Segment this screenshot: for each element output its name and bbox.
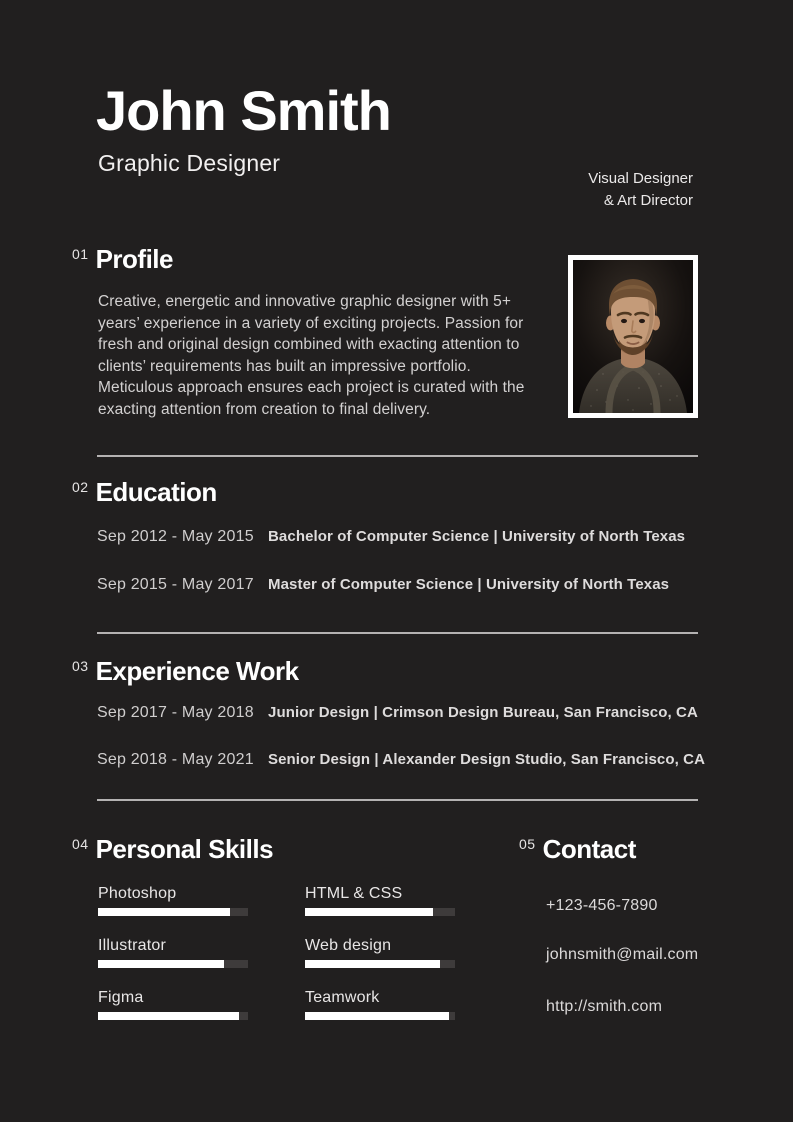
skill-bar-fill [305,960,440,968]
experience-section-title: Experience Work [95,656,299,686]
skill-item [98,937,248,968]
education-section-title: Education [95,477,217,507]
section-divider [97,455,698,457]
skills-section-header [72,835,273,863]
skill-item [305,885,455,916]
experience-role: Senior Design | Alexander Design Studio, San Francisco, CA [268,751,706,768]
skill-item [98,989,248,1020]
profile-section-header [72,245,173,273]
skill-bar [305,1012,455,1020]
skill-bar [305,960,455,968]
section-divider [97,799,698,801]
skill-item [98,885,248,916]
education-section-header [72,478,217,506]
skill-bar-fill [98,908,230,916]
skill-bar [98,1012,248,1020]
education-degree: Master of Computer Science | University of North Texas [268,576,670,593]
education-row [97,528,685,546]
skill-name: Illustrator [98,937,166,954]
contact-section-number: 05 [519,836,536,852]
skill-item [305,989,455,1020]
contact-section-header [519,835,636,863]
education-section-number: 02 [72,479,89,495]
skill-name: Teamwork [305,989,380,1006]
skill-name: Figma [98,989,144,1006]
tagline [588,168,693,212]
contact-section-title: Contact [542,834,636,864]
experience-row [97,751,705,769]
education-row [97,576,669,594]
education-degree: Bachelor of Computer Science | University of North Texas [268,528,686,545]
profile-section-number: 01 [72,246,89,262]
skill-bar [98,960,248,968]
experience-dates: Sep 2018 - May 2021 [97,751,254,768]
contact-website: http://smith.com [546,998,663,1015]
section-divider [97,632,698,634]
profile-section-title: Profile [95,244,173,274]
skill-item [305,937,455,968]
tagline-line1: Visual Designer [588,170,693,187]
portrait-photo-image [573,260,693,413]
skill-bar [305,908,455,916]
skill-bar-fill [305,1012,449,1020]
portrait-photo [568,255,698,418]
experience-dates: Sep 2017 - May 2018 [97,704,254,721]
skill-bar-fill [305,908,433,916]
contact-email: johnsmith@mail.com [546,946,699,963]
contact-phone: +123-456-7890 [546,897,658,914]
skill-name: Photoshop [98,885,177,902]
skills-section-title: Personal Skills [95,834,274,864]
experience-role: Junior Design | Crimson Design Bureau, San Francisco, CA [268,704,698,721]
skill-bar-fill [98,1012,239,1020]
skill-name: HTML & CSS [305,885,403,902]
job-title: Graphic Designer [98,150,281,176]
experience-section-header [72,657,299,685]
experience-row [97,704,698,722]
skill-bar [98,908,248,916]
skill-name: Web design [305,937,392,954]
person-name: John Smith [96,79,391,142]
profile-summary: Creative, energetic and innovative graphic designer with 5+ years’ experience in a variety of exciting projects. Passion for fresh and original design combined with exacting attention to clients’ requirements has built an impressive portfolio. Meticulous approach ensures each project is curated with the exacting attention from creation to final delivery. [98,293,525,418]
education-dates: Sep 2012 - May 2015 [97,528,254,545]
skill-bar-fill [98,960,224,968]
experience-section-number: 03 [72,658,89,674]
skills-section-number: 04 [72,836,89,852]
tagline-line2: & Art Director [603,192,693,209]
education-dates: Sep 2015 - May 2017 [97,576,254,593]
